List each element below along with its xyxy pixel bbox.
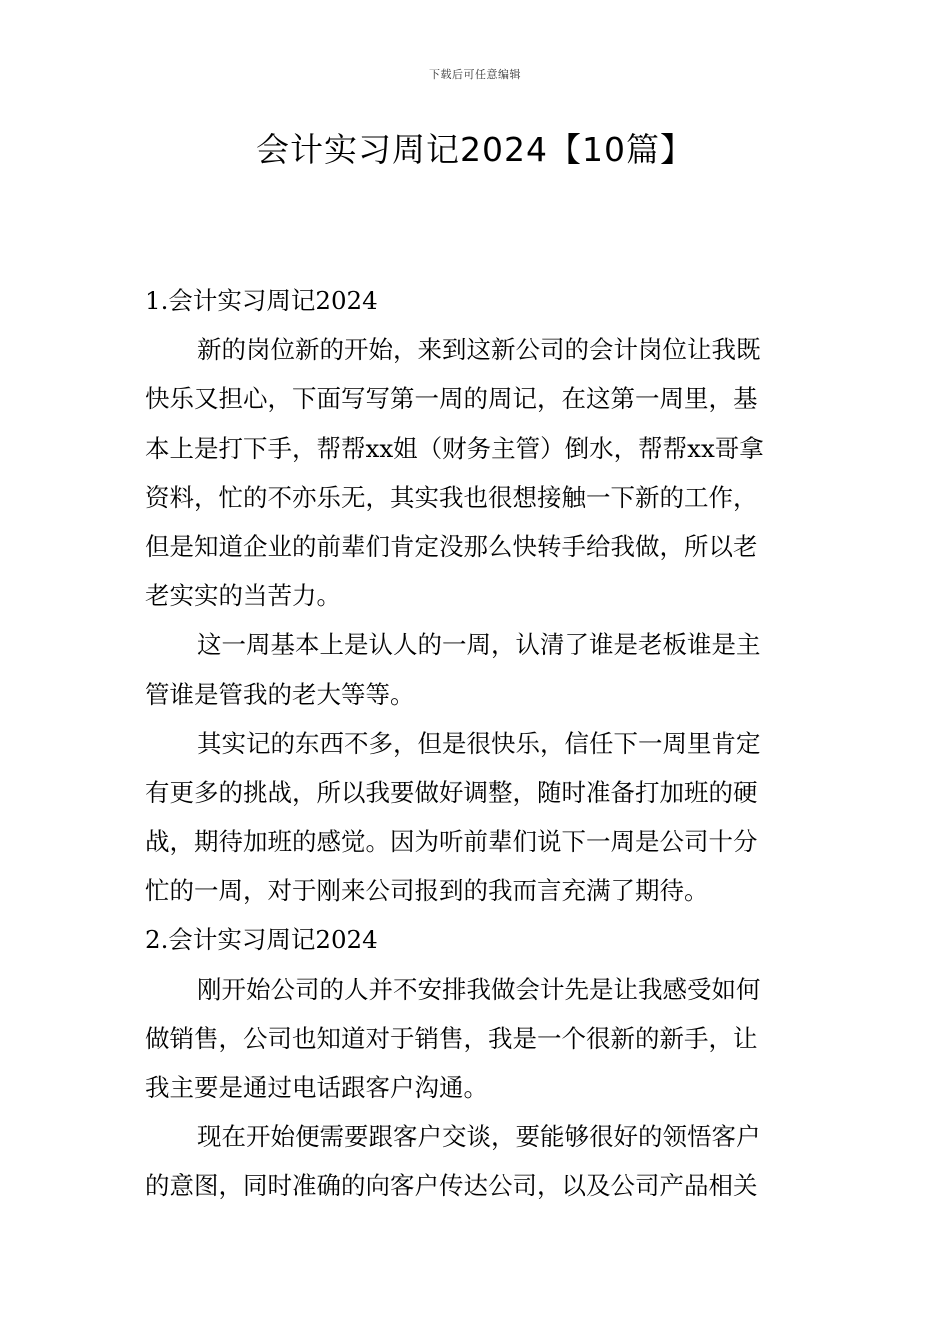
paragraph-line: 老实实的当苦力。 [145,581,341,611]
document-body [145,276,805,1211]
paragraph-line: 刚开始公司的人并不安排我做会计先是让我感受如何 [197,974,761,1004]
document-title: 会计实习周记2024【10篇】 [256,130,694,169]
paragraph-line: 新的岗位新的开始，来到这新公司的会计岗位让我既 [197,335,761,365]
paragraph-line: 我主要是通过电话跟客户沟通。 [145,1073,488,1102]
section-heading-1: 1.会计实习周记2024 [145,286,378,315]
paragraph-line: 有更多的挑战，所以我要做好调整，随时准备打加班的硬 [145,777,758,807]
paragraph-line: 做销售，公司也知道对于销售，我是一个很新的新手，让 [145,1023,758,1053]
paragraph-line: 现在开始便需要跟客户交谈，要能够很好的领悟客户 [197,1122,761,1152]
paragraph-line: 管谁是管我的老大等等。 [145,679,415,709]
paragraph-line: 忙的一周，对于刚来公司报到的我而言充满了期待。 [145,876,709,906]
paragraph-line: 其实记的东西不多，但是很快乐，信任下一周里肯定 [197,728,761,758]
download-note: 下载后可任意编辑 [429,68,521,81]
paragraph-line: 快乐又担心，下面写写第一周的周记，在这第一周里，基 [145,384,758,414]
paragraph-line: 的意图，同时准确的向客户传达公司，以及公司产品相关 [145,1171,758,1201]
paragraph-line: 本上是打下手，帮帮xx姐（财务主管）倒水，帮帮xx哥拿 [145,433,764,463]
paragraph-line: 战，期待加班的感觉。因为听前辈们说下一周是公司十分 [145,827,758,857]
paragraph-line: 这一周基本上是认人的一周，认清了谁是老板谁是主 [197,630,761,660]
paragraph-line: 资料，忙的不亦乐无，其实我也很想接触一下新的工作， [145,482,758,512]
section-heading-2: 2.会计实习周记2024 [145,925,378,955]
paragraph-line: 但是知道企业的前辈们肯定没那么快转手给我做，所以老 [145,531,758,561]
